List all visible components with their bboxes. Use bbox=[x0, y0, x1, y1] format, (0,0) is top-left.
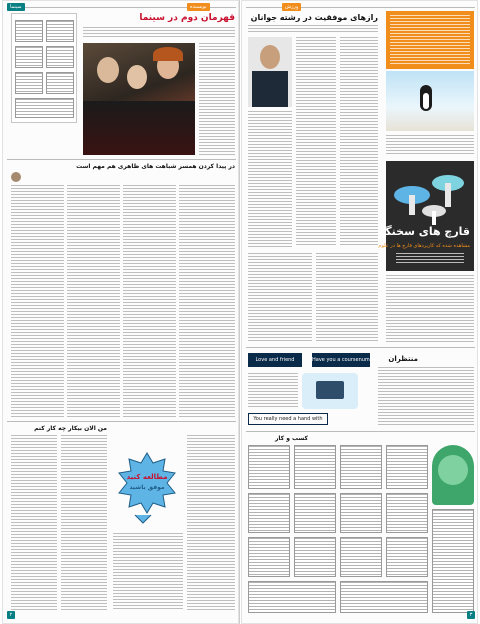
section-rule bbox=[246, 347, 475, 348]
classified-ad bbox=[294, 445, 336, 489]
comic-panel bbox=[15, 98, 74, 118]
classified-ad bbox=[340, 537, 382, 577]
article-col bbox=[296, 37, 336, 247]
cinema-lede bbox=[83, 27, 235, 39]
header-rule bbox=[246, 7, 475, 8]
article-col bbox=[340, 37, 378, 247]
classified-ad bbox=[248, 581, 336, 613]
article-col bbox=[378, 367, 474, 425]
success-lede bbox=[248, 25, 378, 33]
love-bubble: Love and friend bbox=[248, 353, 302, 367]
portrait-suit bbox=[252, 71, 288, 107]
classified-ad bbox=[294, 493, 336, 533]
section-rule bbox=[246, 431, 475, 432]
section-tag: نویسنده bbox=[187, 3, 210, 11]
comic-panel bbox=[46, 20, 74, 42]
green-badge bbox=[432, 445, 474, 505]
quote-headline: قارچ های سخنگو bbox=[378, 225, 470, 238]
quote-text bbox=[396, 253, 464, 265]
article-col bbox=[113, 533, 183, 611]
classified-ad bbox=[248, 445, 290, 489]
classified-ad bbox=[432, 509, 474, 613]
article-col bbox=[187, 435, 235, 611]
reading-bubble: Have you a coursenumber bbox=[312, 353, 370, 367]
success-headline: رازهای موفقیت در رشته جوانان bbox=[250, 13, 378, 22]
article-col bbox=[386, 275, 474, 343]
column-headline: کسب و کار bbox=[274, 435, 308, 442]
article-col bbox=[386, 135, 474, 155]
left-page bbox=[2, 0, 239, 624]
actor-hair bbox=[153, 47, 183, 61]
classified-ad bbox=[248, 493, 290, 533]
comic-panel bbox=[15, 20, 43, 42]
portrait-face bbox=[260, 45, 280, 69]
cinema-headline: قهرمان دوم در سینما bbox=[139, 13, 235, 23]
comic-panel bbox=[46, 72, 74, 94]
classified-ad bbox=[294, 537, 336, 577]
article-col bbox=[67, 185, 120, 417]
article-col bbox=[61, 435, 107, 611]
actor-face bbox=[127, 65, 147, 89]
section-tag: ورزش bbox=[282, 3, 301, 11]
page-number: ۲ bbox=[7, 611, 15, 619]
penguin-photo bbox=[386, 71, 474, 131]
laptop-illustration bbox=[302, 373, 358, 409]
robes bbox=[83, 101, 195, 155]
cinema-article-col bbox=[199, 43, 235, 155]
classified-ad bbox=[340, 493, 382, 533]
penguin-belly bbox=[423, 93, 429, 109]
illustration bbox=[113, 449, 181, 527]
classified-ad bbox=[248, 537, 290, 577]
comic-panel bbox=[15, 46, 43, 68]
illustration-title: مطالعه کنید bbox=[126, 473, 168, 481]
section-rule bbox=[7, 421, 236, 422]
article-col bbox=[179, 185, 235, 417]
article-col bbox=[316, 253, 378, 343]
promo-text bbox=[390, 15, 470, 65]
author-avatar bbox=[11, 172, 21, 182]
column-headline: من الان بیکار چه کار کنم bbox=[34, 425, 107, 432]
classified-ad bbox=[386, 445, 428, 489]
illustration-subtitle: موفق باشید bbox=[129, 484, 165, 491]
comic-strip bbox=[11, 13, 77, 123]
portrait-photo bbox=[248, 37, 292, 107]
article-col bbox=[11, 185, 64, 417]
promo-orange-box bbox=[386, 11, 474, 69]
comic-panel bbox=[46, 46, 74, 68]
section-tag: سینما bbox=[7, 3, 25, 11]
article-col bbox=[11, 435, 57, 611]
classified-ad bbox=[340, 581, 428, 613]
right-page bbox=[241, 0, 478, 624]
badge-emblem bbox=[438, 455, 468, 485]
article-col bbox=[248, 253, 312, 343]
promo-bubble: You really need a hand with bbox=[248, 413, 328, 425]
cinema-photo bbox=[83, 43, 195, 155]
section-rule bbox=[7, 159, 236, 160]
classified-ad bbox=[340, 445, 382, 489]
article-col bbox=[123, 185, 176, 417]
quote-subtitle: مشاهده شده که کاربردهای قارچ ها در علوم bbox=[378, 243, 470, 249]
classified-ad bbox=[386, 493, 428, 533]
comic-panel bbox=[15, 72, 43, 94]
column-headline: در پیدا کردن همسر شباهت های ظاهری هم مهم است bbox=[76, 163, 235, 170]
laptop-icon bbox=[316, 381, 344, 399]
actor-face bbox=[97, 57, 119, 83]
article-col bbox=[248, 373, 298, 409]
classified-ad bbox=[386, 537, 428, 577]
mushroom-graphic bbox=[378, 161, 474, 271]
promo-headline: منتظران bbox=[388, 355, 418, 363]
page-number: ۳ bbox=[467, 611, 475, 619]
gutter bbox=[239, 0, 240, 624]
article-col bbox=[248, 111, 292, 247]
